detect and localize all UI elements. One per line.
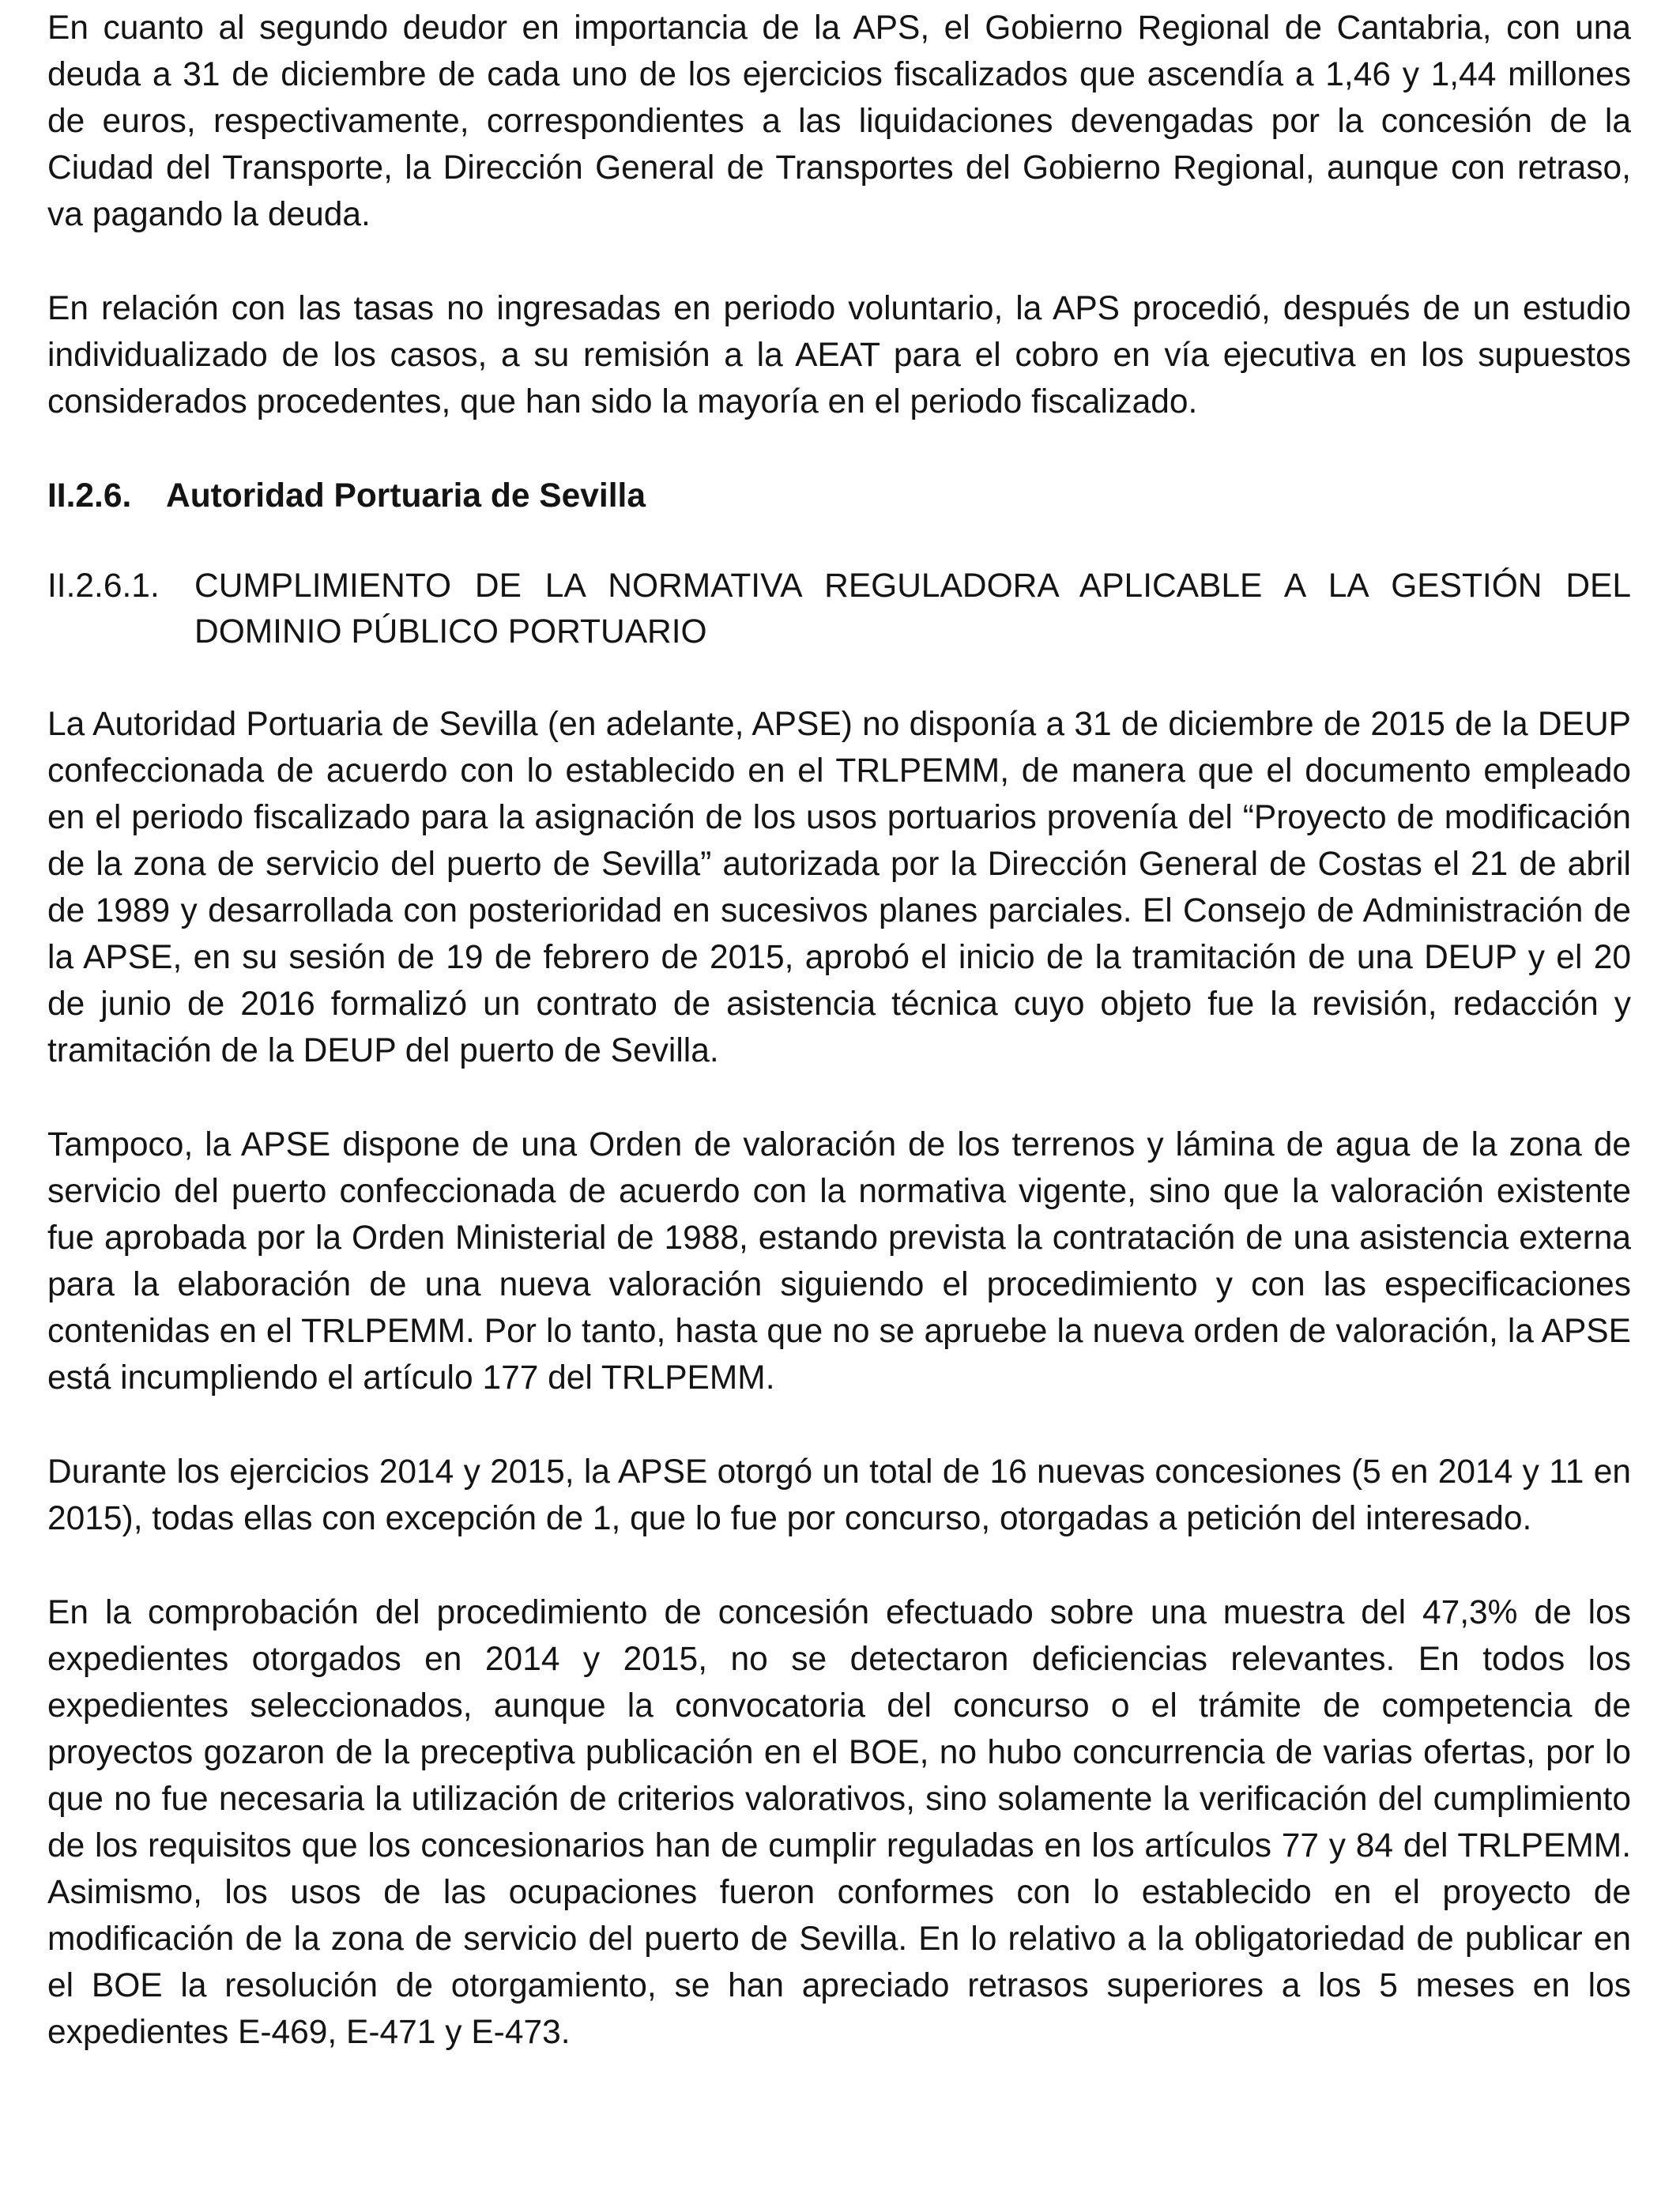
subsection-heading [47, 564, 1631, 655]
paragraph-unpaid-fees: En relación con las tasas no ingresadas en periodo voluntario, la APS procedió, después de un estudio individualizado de los casos, a su remisión a la AEAT para el cobro en vía ejecutiva en los supuestos considerados procedentes, que han sido la mayoría en el periodo fiscalizado. [47, 290, 1631, 420]
paragraph-valuation-order: Tampoco, la APSE dispone de una Orden de valoración de los terrenos y lámina de agua de la zona de servicio del puerto confeccionada de acuerdo con la normativa vigente, sino que la valoración existente fue aprobada por la Orden Ministerial de 1988, estando prevista la contratación de una asistencia externa para la elaboración de una nueva valoración siguiendo el procedimiento y con las especificaciones contenidas en el TRLPEMM. Por lo tanto, hasta que no se apruebe la nueva orden de valoración, la APSE está incumpliendo el artículo 177 del TRLPEMM. [47, 1126, 1631, 1397]
section-title: Autoridad Portuaria de Sevilla [166, 477, 646, 515]
paragraph-cantabria-debt: En cuanto al segundo deudor en importancia de la APS, el Gobierno Regional de Cantabria, con una deuda a 31 de diciembre de cada uno de los ejercicios fiscalizados que ascendía a 1,46 y 1,44 millones de euros, respectivamente, correspondientes a las liquidaciones devengadas por la concesión de la Ciudad del Transporte, la Dirección General de Transportes del Gobierno Regional, aunque con retraso, va pagando la deuda. [47, 9, 1631, 233]
document-page [47, 5, 1631, 2056]
paragraph-new-concessions: Durante los ejercicios 2014 y 2015, la APSE otorgó un total de 16 nuevas concesiones (5 en 2014 y 11 en 2015), todas ellas con excepción de 1, que lo fue por concurso, otorgadas a petición del interesado. [47, 1453, 1631, 1537]
section-number: II.2.6. [47, 477, 132, 515]
paragraph-deup: La Autoridad Portuaria de Sevilla (en adelante, APSE) no disponía a 31 de diciembre de 2015 de la DEUP confeccionada de acuerdo con lo establecido en el TRLPEMM, de manera que el documento empleado en el periodo fiscalizado para la asignación de los usos portuarios provenía del “Proyecto de modificación de la zona de servicio del puerto de Sevilla” autorizada por la Dirección General de Costas el 21 de abril de 1989 y desarrollada con posterioridad en sucesivos planes parciales. El Consejo de Administración de la APSE, en su sesión de 19 de febrero de 2015, aprobó el inicio de la tramitación de una DEUP y el 20 de junio de 2016 formalizó un contrato de asistencia técnica cuyo objeto fue la revisión, redacción y tramitación de la DEUP del puerto de Sevilla. [47, 706, 1631, 1069]
paragraph-procedure-check: En la comprobación del procedimiento de concesión efectuado sobre una muestra del 47,3% de los expedientes otorgados en 2014 y 2015, no se detectaron deficiencias relevantes. En todos los expedientes seleccionados, aunque la convocatoria del concurso o el trámite de competencia de proyectos gozaron de la preceptiva publicación en el BOE, no hubo concurrencia de varias ofertas, por lo que no fue necesaria la utilización de criterios valorativos, sino solamente la verificación del cumplimiento de los requisitos que los concesionarios han de cumplir reguladas en los artículos 77 y 84 del TRLPEMM. Asimismo, los usos de las ocupaciones fueron conformes con lo establecido en el proyecto de modificación de la zona de servicio del puerto de Sevilla. En lo relativo a la obligatoriedad de publicar en el BOE la resolución de otorgamiento, se han apreciado retrasos superiores a los 5 meses en los expedientes E-469, E-471 y E-473. [47, 1594, 1631, 2051]
subsection-title: CUMPLIMIENTO DE LA NORMATIVA REGULADORA APLICABLE A LA GESTIÓN DEL DOMINIO PÚBLICO PORTUARIO [194, 567, 1631, 650]
section-heading [47, 473, 1631, 519]
subsection-number: II.2.6.1. [47, 567, 160, 605]
